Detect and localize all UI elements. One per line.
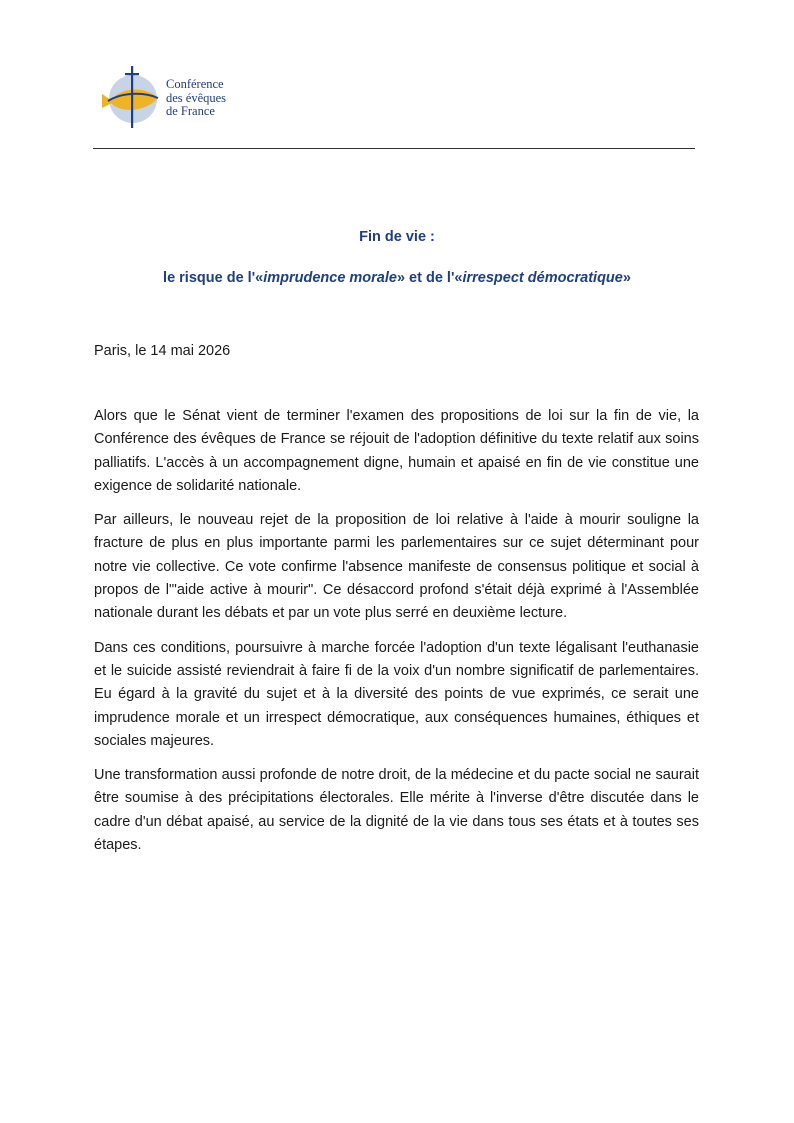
cef-logo (100, 64, 270, 130)
subtitle-emphasis-1: imprudence morale (263, 270, 397, 286)
subtitle-prefix: le risque de l'« (163, 270, 264, 286)
dateline: Paris, le 14 mai 2026 (94, 343, 231, 359)
document-title: Fin de vie : (359, 229, 435, 245)
logo-line-1: Conférence (166, 77, 224, 91)
press-release-body (94, 405, 699, 868)
cef-logo-wordmark (166, 78, 226, 119)
header-divider (93, 148, 695, 149)
body-paragraph-3: Dans ces conditions, poursuivre à marche forcée l'adoption d'un texte légalisant l'euthanasie et le suicide assisté reviendrait à faire fi de la voix d'un nombre significatif de parlementaires. Eu égard à la gravité du sujet et à la diversité des points de vue exprimés, ce serait une imprudence morale et un irrespect démocratique, aux conséquences humaines, éthiques et sociales majeures. (94, 639, 699, 749)
body-paragraph-4: Une transformation aussi profonde de notre droit, de la médecine et du pacte social ne saurait être soumise à des précipitations électorales. Elle mérite à l'inverse d'être discutée dans le cadre d'un débat apaisé, au service de la dignité de la vie dans tous ses états et à toutes ses étapes. (94, 767, 699, 854)
body-paragraph-2: Par ailleurs, le nouveau rejet de la proposition de loi relative à l'aide à mourir souligne la fracture de plus en plus importante parmi les parlementaires sur ce sujet déterminant pour notre vie collective. Ce vote confirme l'absence manifeste de consensus politique et social à propos de l'"aide active à mourir". Ce désaccord profond s'était déjà exprimé à l'Assemblée nationale durant les débats et par un vote plus serré en deuxième lecture. (94, 512, 699, 622)
cef-logo-icon (100, 64, 166, 130)
logo-line-2: des évêques (166, 90, 227, 105)
subtitle-middle: » et de l'« (396, 270, 463, 286)
subtitle-suffix: » (622, 270, 631, 286)
logo-line-3: de France (166, 104, 215, 118)
subtitle-emphasis-2: irrespect démocratique (462, 270, 623, 286)
document-subtitle (93, 270, 701, 286)
body-paragraph-1: Alors que le Sénat vient de terminer l'examen des propositions de loi sur la fin de vie, la Conférence des évêques de France se réjouit de l'adoption définitive du texte relatif aux soins palliatifs. L'accès à un accompagnement digne, humain et apaisé en fin de vie constitue une exigence de solidarité nationale. (94, 408, 699, 494)
